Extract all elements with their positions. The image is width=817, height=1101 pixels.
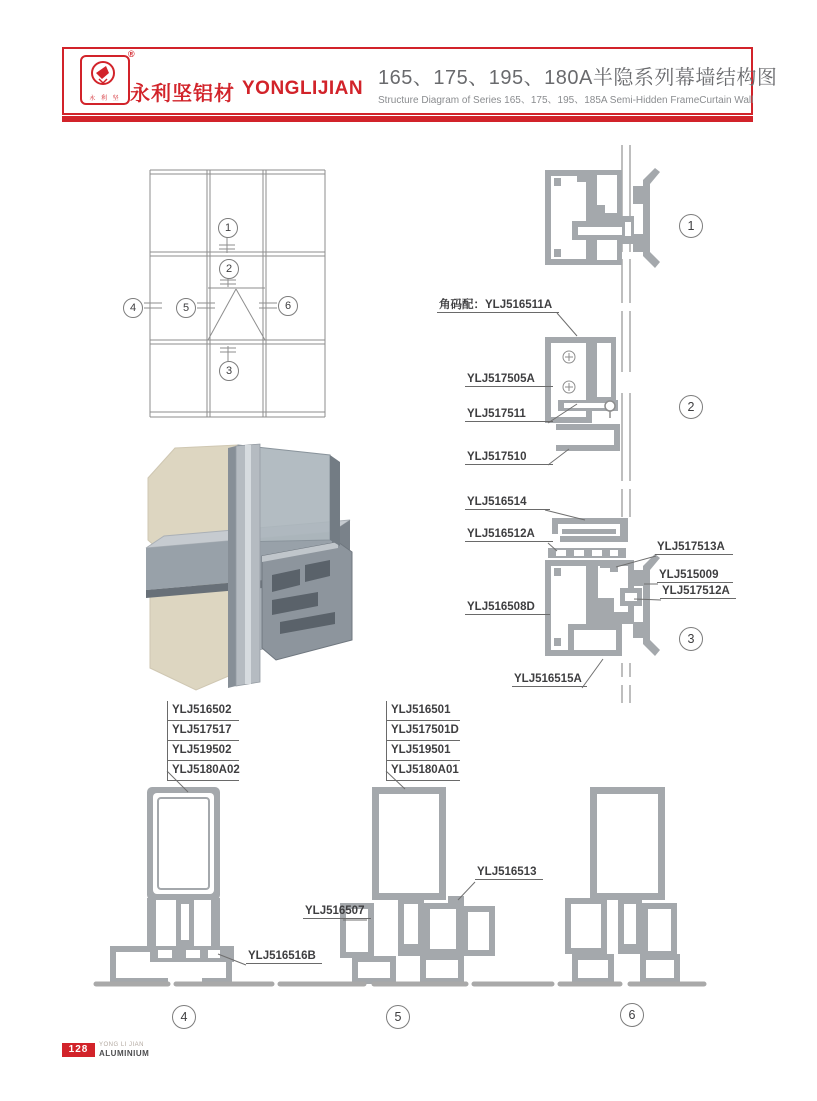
label-part: YLJ516514 bbox=[465, 496, 550, 510]
detail-2-drawing bbox=[545, 337, 620, 451]
elevation-diagram bbox=[144, 170, 325, 417]
curtain-wall-3d-render bbox=[146, 444, 352, 690]
page-subtitle: Structure Diagram of Series 165、175、195、185A Semi-Hidden FrameCurtain Wall bbox=[378, 95, 754, 106]
page-number-badge: 128 bbox=[62, 1043, 95, 1057]
label-part: YLJ515009 bbox=[657, 569, 733, 583]
label-part: YLJ517512A bbox=[660, 585, 736, 599]
detail-4-parts-list bbox=[167, 701, 239, 781]
label-part: YLJ517513A bbox=[655, 541, 733, 555]
detail-1-drawing bbox=[545, 168, 660, 268]
brand-name-cn: 永利坚铝材 bbox=[130, 83, 235, 105]
label-part: YLJ516508D bbox=[465, 601, 550, 615]
elevation-callout-1: 1 bbox=[218, 218, 238, 238]
detail-5-parts-list bbox=[386, 701, 460, 781]
detail-1-callout: 1 bbox=[679, 214, 703, 238]
parts-list-item: YLJ519502 bbox=[168, 741, 239, 761]
label-corner-code: 角码配：YLJ516511A bbox=[437, 299, 559, 313]
label-part: YLJ517510 bbox=[465, 451, 553, 465]
parts-list-item: YLJ517517 bbox=[168, 721, 239, 741]
brand-name-en: YONGLIJIAN bbox=[242, 78, 364, 99]
label-part: YLJ516512A bbox=[465, 528, 553, 542]
elevation-callout-5: 5 bbox=[176, 298, 196, 318]
page-title: 165、175、195、180A半隐系列幕墙结构图 bbox=[378, 67, 778, 89]
label-part: YLJ516515A bbox=[512, 673, 587, 687]
elevation-callout-6: 6 bbox=[278, 296, 298, 316]
label-part: YLJ516507 bbox=[303, 905, 371, 919]
parts-list-item: YLJ5180A02 bbox=[168, 761, 239, 781]
logo-bottom-text: 永 利 坚 bbox=[89, 96, 121, 102]
parts-list-item: YLJ516502 bbox=[168, 701, 239, 721]
detail-3-drawing bbox=[545, 518, 660, 656]
detail-5-callout: 5 bbox=[386, 1005, 410, 1029]
label-part: YLJ517505A bbox=[465, 373, 553, 387]
detail-6-callout: 6 bbox=[620, 1003, 644, 1027]
detail-2-callout: 2 bbox=[679, 395, 703, 419]
detail-6-drawing bbox=[565, 787, 680, 984]
label-part: YLJ516516B bbox=[246, 950, 322, 964]
elevation-callout-2: 2 bbox=[219, 259, 239, 279]
parts-list-item: YLJ516501 bbox=[387, 701, 460, 721]
parts-list-item: YLJ519501 bbox=[387, 741, 460, 761]
detail-4-drawing bbox=[110, 787, 234, 984]
footer-company-type: ALUMINIUM bbox=[99, 1049, 150, 1058]
elevation-callout-4: 4 bbox=[123, 298, 143, 318]
detail-3-callout: 3 bbox=[679, 627, 703, 651]
registered-mark: ® bbox=[128, 49, 135, 59]
detail-4-callout: 4 bbox=[172, 1005, 196, 1029]
parts-list-item: YLJ517501D bbox=[387, 721, 460, 741]
elevation-callout-3: 3 bbox=[219, 361, 239, 381]
label-part: YLJ516513 bbox=[475, 866, 543, 880]
footer-company-name: YONG LI JIAN bbox=[99, 1042, 145, 1048]
label-part: YLJ517511 bbox=[465, 408, 553, 422]
parts-list-item: YLJ5180A01 bbox=[387, 761, 460, 781]
